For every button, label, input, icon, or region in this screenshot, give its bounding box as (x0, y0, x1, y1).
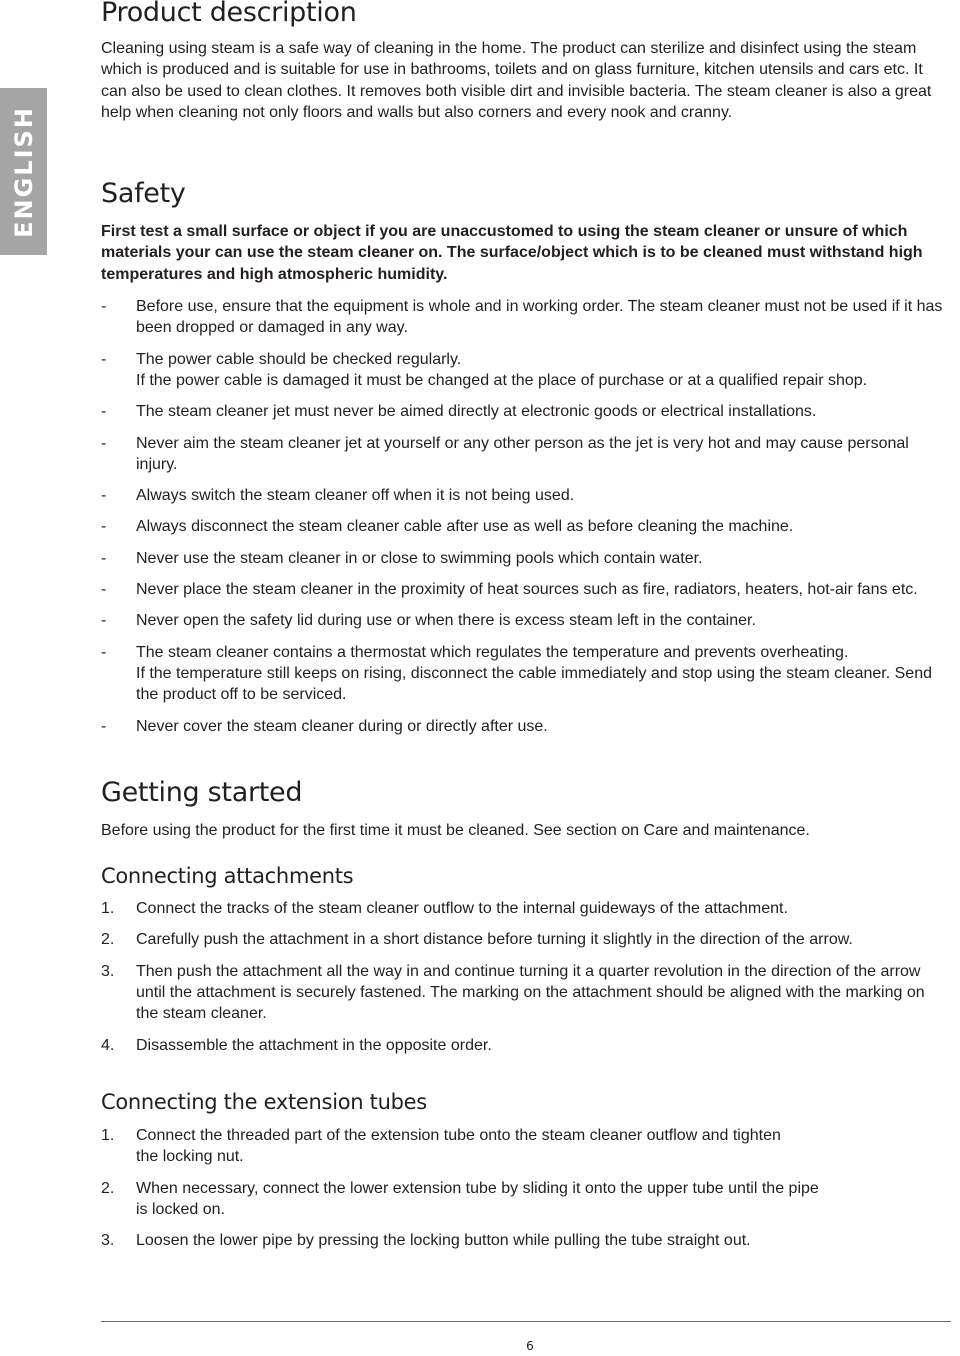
getting-started-title: Getting started (101, 776, 303, 808)
list-item-marker: - (101, 434, 107, 452)
list-item-marker: - (101, 518, 107, 536)
list-item-marker: - (101, 717, 107, 735)
list-item-text: Before use, ensure that the equipment is whole and in working order. The steam cleaner must not be used if it has been dropped or damaged in any way. (136, 298, 943, 337)
language-tab-label: ENGLISH (9, 105, 38, 238)
product-description-body: Cleaning using steam is a safe way of cleaning in the home. The product can sterilize and disinfect using the steam which is produced and is suitable for use in bathrooms, toilets and on glass furniture, kitchen utensils and cars etc. It can also be used to clean clothes. It removes both visible dirt and invisible bacteria. The steam cleaner is also a great help when cleaning not only floors and walls but also corners and every nook and cranny. (101, 40, 932, 121)
safety-list (101, 296, 951, 737)
list-item-marker: - (101, 350, 107, 368)
list-item (101, 296, 951, 339)
list-item (101, 716, 951, 737)
list-item-text: Disassemble the attachment in the opposite order. (136, 1036, 492, 1054)
list-item-text: Carefully push the attachment in a short distance before turning it slightly in the direction of the arrow. (136, 931, 853, 949)
list-item-text: Never aim the steam cleaner jet at yourself or any other person as the jet is very hot and may cause personal injury. (136, 434, 909, 473)
footer-divider (101, 1321, 951, 1322)
list-item (101, 401, 951, 422)
page-content (101, 0, 951, 1261)
list-item (101, 610, 951, 631)
list-item-text: Never place the steam cleaner in the proximity of heat sources such as fire, radiators, heaters, hot-air fans etc. (136, 581, 918, 599)
list-item-marker: - (101, 403, 107, 421)
list-item-text: The steam cleaner contains a thermostat which regulates the temperature and prevents overheating. (136, 643, 849, 661)
list-item (101, 349, 951, 392)
list-item (101, 1125, 951, 1168)
product-description-title: Product description (101, 0, 357, 28)
list-item (101, 485, 951, 506)
list-item-text: Never cover the steam cleaner during or directly after use. (136, 717, 548, 735)
list-item-text: Always switch the steam cleaner off when it is not being used. (136, 487, 575, 505)
list-item-text: Always disconnect the steam cleaner cable after use as well as before cleaning the machine. (136, 518, 794, 536)
list-item-marker: - (101, 581, 107, 599)
list-item (101, 961, 951, 1025)
list-item-marker: 4. (101, 1036, 115, 1054)
list-item-marker: - (101, 612, 107, 630)
list-item-marker: 2. (101, 931, 115, 949)
list-item-text: If the power cable is damaged it must be changed at the place of purchase or at a qualified repair shop. (136, 371, 868, 389)
list-item-marker: - (101, 549, 107, 567)
connecting-extension-tubes-list (101, 1125, 951, 1251)
list-item-marker: 3. (101, 1232, 115, 1250)
list-item-text: Connect the tracks of the steam cleaner outflow to the internal guideways of the attachment. (136, 900, 788, 918)
list-item-text: The steam cleaner jet must never be aimed directly at electronic goods or electrical installations. (136, 403, 817, 421)
list-item (101, 548, 951, 569)
list-item-text: The power cable should be checked regularly. (136, 350, 462, 368)
list-item (101, 1230, 951, 1251)
list-item (101, 898, 951, 919)
list-item (101, 516, 951, 537)
list-item-text: Never open the safety lid during use or when there is excess steam left in the container. (136, 612, 756, 630)
list-item (101, 433, 951, 476)
list-item-text: is locked on. (136, 1200, 225, 1218)
safety-title: Safety (101, 178, 186, 210)
safety-intro: First test a small surface or object if you are unaccustomed to using the steam cleaner or unsure of which materials your can use the steam cleaner on. The surface/object which is to be cleaned must withstand high temperatures and high atmospheric humidity. (101, 223, 923, 283)
list-item-text: If the temperature still keeps on rising, disconnect the cable immediately and stop using the steam cleaner. Send the product off to be serviced. (136, 664, 932, 704)
list-item-text: When necessary, connect the lower extension tube by sliding it onto the upper tube until the pipe (136, 1179, 819, 1197)
list-item (101, 1178, 951, 1221)
list-item (101, 642, 951, 706)
list-item-text: the locking nut. (136, 1148, 244, 1166)
list-item-marker: - (101, 643, 107, 661)
list-item (101, 929, 951, 950)
list-item-text: Connect the threaded part of the extension tube onto the steam cleaner outflow and tighten (136, 1126, 781, 1144)
list-item-text: Then push the attachment all the way in and continue turning it a quarter revolution in the direction of the arrow until the attachment is securely fastened. The marking on the attachment should be aligned with the marking on the steam cleaner. (136, 962, 925, 1023)
list-item (101, 579, 951, 600)
connecting-attachments-list (101, 898, 951, 1056)
connecting-extension-tubes-title: Connecting the extension tubes (101, 1089, 427, 1114)
list-item-marker: - (101, 487, 107, 505)
list-item-marker: 2. (101, 1179, 115, 1197)
connecting-attachments-title: Connecting attachments (101, 864, 354, 889)
list-item-marker: 1. (101, 900, 115, 918)
getting-started-intro: Before using the product for the first time it must be cleaned. See section on Care and maintenance. (101, 821, 810, 839)
language-tab (0, 88, 47, 255)
list-item-marker: 1. (101, 1126, 115, 1144)
list-item-marker: 3. (101, 962, 115, 980)
list-item-text: Loosen the lower pipe by pressing the locking button while pulling the tube straight out. (136, 1232, 751, 1250)
list-item-marker: - (101, 298, 107, 316)
page-number: 6 (526, 1339, 534, 1353)
list-item-text: Never use the steam cleaner in or close to swimming pools which contain water. (136, 549, 703, 567)
list-item (101, 1035, 951, 1056)
